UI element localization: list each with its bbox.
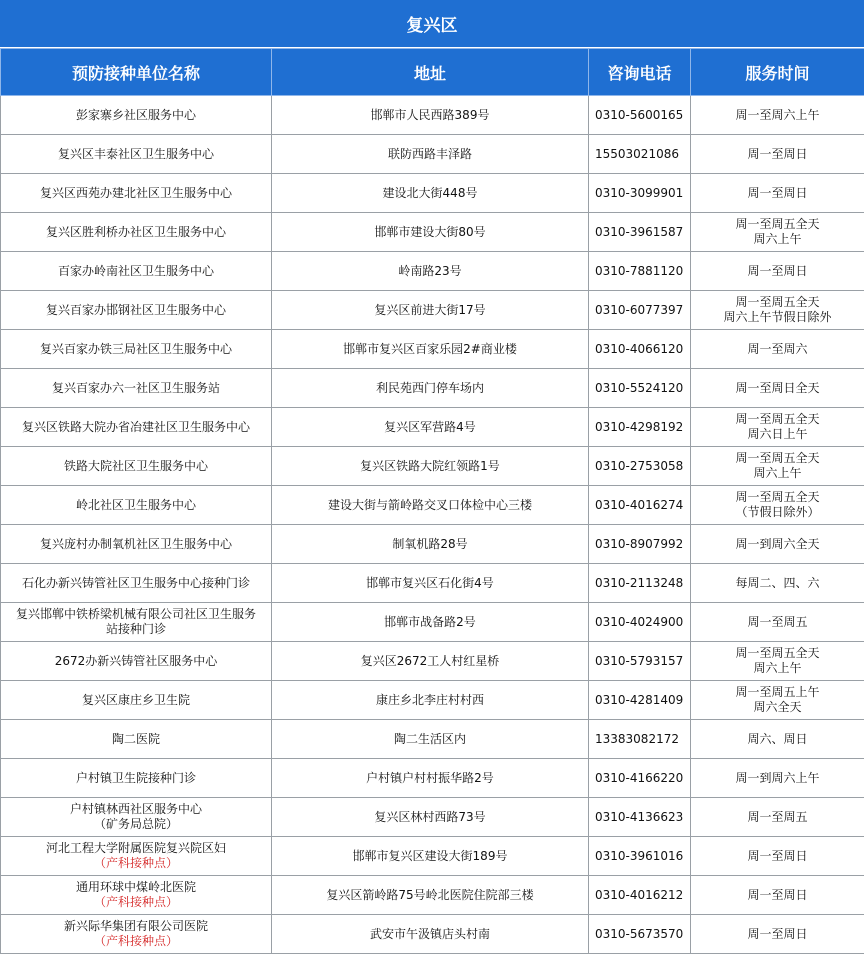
address-cell: 复兴区2672工人村红星桥 [272, 642, 589, 681]
unit-name: 复兴庞村办制氧机社区卫生服务中心 [39, 536, 232, 551]
table-row [1, 759, 864, 798]
table-row [1, 915, 864, 954]
unit-name-continued: 站接种门诊 [105, 622, 166, 636]
unit-name-cell [1, 408, 272, 447]
service-hours-cell [691, 96, 864, 135]
table-row [1, 252, 864, 291]
service-hours-continued: 周六全天 [753, 700, 802, 714]
phone-cell: 0310-6077397 [589, 291, 691, 330]
unit-name: 复兴区丰泰社区卫生服务中心 [57, 146, 214, 161]
address-cell: 武安市午汲镇店头村南 [272, 915, 589, 954]
table-row [1, 525, 864, 564]
address-cell: 复兴区铁路大院红领路1号 [272, 447, 589, 486]
table-row [1, 603, 864, 642]
address-cell: 康庄乡北李庄村村西 [272, 681, 589, 720]
address-cell: 复兴区前进大街17号 [272, 291, 589, 330]
unit-name-cell [1, 525, 272, 564]
unit-name: 复兴区西苑办建北社区卫生服务中心 [39, 185, 232, 200]
unit-name-cell [1, 447, 272, 486]
unit-name: 石化办新兴铸管社区卫生服务中心接种门诊 [21, 575, 250, 590]
phone-cell: 0310-4298192 [589, 408, 691, 447]
table-row [1, 681, 864, 720]
unit-name: 复兴百家办铁三局社区卫生服务中心 [39, 341, 232, 356]
service-hours-cell [691, 876, 864, 915]
phone-cell: 0310-5673570 [589, 915, 691, 954]
unit-name-cell [1, 369, 272, 408]
unit-name: 彭家寨乡社区服务中心 [75, 107, 196, 122]
unit-name-cell [1, 759, 272, 798]
service-hours: 周一至周日 [747, 887, 808, 902]
table-row [1, 486, 864, 525]
phone-cell: 0310-2753058 [589, 447, 691, 486]
unit-name: 户村镇卫生院接种门诊 [75, 770, 196, 785]
service-hours: 周一至周五全天 [735, 490, 820, 504]
address-cell: 邯郸市复兴区百家乐园2#商业楼 [272, 330, 589, 369]
table-row [1, 876, 864, 915]
unit-name-cell [1, 915, 272, 954]
service-hours-continued: 周六上午 [753, 466, 802, 480]
unit-name-cell [1, 798, 272, 837]
address-cell: 建设大街与箭岭路交叉口体检中心三楼 [272, 486, 589, 525]
phone-cell: 0310-4281409 [589, 681, 691, 720]
service-hours-cell [691, 447, 864, 486]
address-cell: 邯郸市复兴区石化街4号 [272, 564, 589, 603]
table-row [1, 213, 864, 252]
phone-cell: 0310-4136623 [589, 798, 691, 837]
address-cell: 户村镇户村村振华路2号 [272, 759, 589, 798]
phone-cell: 0310-4016274 [589, 486, 691, 525]
table-row [1, 330, 864, 369]
table-row [1, 720, 864, 759]
service-hours-cell [691, 330, 864, 369]
unit-name: 复兴区胜利桥办社区卫生服务中心 [45, 224, 226, 239]
address-cell: 复兴区军营路4号 [272, 408, 589, 447]
unit-name: 复兴百家办六一社区卫生服务站 [51, 380, 220, 395]
table-row [1, 642, 864, 681]
unit-name: 陶二医院 [111, 731, 160, 746]
table-row [1, 798, 864, 837]
unit-name-cell [1, 213, 272, 252]
service-hours-cell [691, 525, 864, 564]
obstetric-point-tag: （产科接种点） [93, 856, 178, 870]
service-hours-cell [691, 486, 864, 525]
service-hours-cell [691, 213, 864, 252]
unit-name: 百家办岭南社区卫生服务中心 [57, 263, 214, 278]
service-hours: 周一至周六 [747, 341, 808, 356]
unit-name-cell [1, 252, 272, 291]
unit-name: 2672办新兴铸管社区服务中心 [54, 653, 218, 668]
service-hours: 周一至周五 [747, 614, 808, 629]
service-hours: 周一至周日 [747, 185, 808, 200]
phone-cell: 13383082172 [589, 720, 691, 759]
service-hours: 周一至周五全天 [735, 295, 820, 309]
unit-name-cell [1, 837, 272, 876]
unit-name-continued: （矿务局总院） [93, 817, 178, 831]
service-hours: 周一至周五 [747, 809, 808, 824]
address-cell: 利民苑西门停车场内 [272, 369, 589, 408]
service-hours-cell [691, 369, 864, 408]
address-cell: 复兴区箭岭路75号岭北医院住院部三楼 [272, 876, 589, 915]
table-row [1, 135, 864, 174]
phone-cell: 0310-7881120 [589, 252, 691, 291]
service-hours: 周一至周五全天 [735, 217, 820, 231]
unit-name-cell [1, 330, 272, 369]
service-hours: 周一至周五全天 [735, 451, 820, 465]
service-hours-cell [691, 291, 864, 330]
service-hours-cell [691, 174, 864, 213]
table-row [1, 564, 864, 603]
unit-name-cell [1, 486, 272, 525]
service-hours-continued: 周六上午 [753, 232, 802, 246]
address-cell: 陶二生活区内 [272, 720, 589, 759]
address-cell: 邯郸市复兴区建设大街189号 [272, 837, 589, 876]
obstetric-point-tag: （产科接种点） [93, 934, 178, 948]
table-header-row [1, 49, 864, 96]
table-row [1, 174, 864, 213]
phone-cell: 0310-2113248 [589, 564, 691, 603]
unit-name-cell [1, 720, 272, 759]
service-hours-cell [691, 135, 864, 174]
address-cell: 岭南路23号 [272, 252, 589, 291]
obstetric-point-tag: （产科接种点） [93, 895, 178, 909]
service-hours-cell [691, 408, 864, 447]
phone-cell: 0310-5600165 [589, 96, 691, 135]
unit-name: 复兴邯郸中铁桥梁机械有限公司社区卫生服务 [15, 607, 256, 621]
service-hours-cell [691, 642, 864, 681]
unit-name: 铁路大院社区卫生服务中心 [63, 458, 208, 473]
unit-name-cell [1, 642, 272, 681]
unit-name: 通用环球中煤岭北医院 [75, 880, 196, 894]
service-hours-continued: 周六上午 [753, 661, 802, 675]
address-cell: 联防西路丰泽路 [272, 135, 589, 174]
table-row [1, 408, 864, 447]
phone-cell: 0310-3961587 [589, 213, 691, 252]
service-hours-cell [691, 681, 864, 720]
service-hours: 周一至周五全天 [735, 646, 820, 660]
service-hours: 周一至周日 [747, 926, 808, 941]
service-hours-continued: （节假日除外） [735, 505, 820, 519]
address-cell: 复兴区林村西路73号 [272, 798, 589, 837]
unit-name-cell [1, 291, 272, 330]
column-header-phone: 咨询电话 [589, 49, 691, 96]
table-row [1, 291, 864, 330]
unit-name-cell [1, 96, 272, 135]
service-hours: 周一至周日 [747, 146, 808, 161]
unit-name: 复兴百家办邯钢社区卫生服务中心 [45, 302, 226, 317]
service-hours: 周一到周六全天 [735, 536, 820, 551]
service-hours: 周一至周日 [747, 263, 808, 278]
unit-name: 河北工程大学附属医院复兴院区妇 [45, 841, 226, 855]
phone-cell: 0310-5524120 [589, 369, 691, 408]
service-hours-continued: 周六上午节假日除外 [723, 310, 832, 324]
unit-name: 复兴区康庄乡卫生院 [81, 692, 190, 707]
unit-name-cell [1, 603, 272, 642]
service-hours: 周一至周日全天 [735, 380, 820, 395]
unit-name: 新兴际华集团有限公司医院 [63, 919, 208, 933]
service-hours-cell [691, 837, 864, 876]
unit-name-cell [1, 174, 272, 213]
unit-name-cell [1, 681, 272, 720]
district-title: 复兴区 [0, 0, 864, 48]
phone-cell: 15503021086 [589, 135, 691, 174]
address-cell: 制氧机路28号 [272, 525, 589, 564]
service-hours-cell [691, 720, 864, 759]
unit-name-cell [1, 135, 272, 174]
service-hours: 周一至周六上午 [735, 107, 820, 122]
phone-cell: 0310-3099901 [589, 174, 691, 213]
address-cell: 邯郸市建设大街80号 [272, 213, 589, 252]
service-hours: 周一至周日 [747, 848, 808, 863]
service-hours-cell [691, 603, 864, 642]
vaccination-unit-table [0, 48, 864, 954]
unit-name-cell [1, 876, 272, 915]
phone-cell: 0310-4066120 [589, 330, 691, 369]
phone-cell: 0310-4024900 [589, 603, 691, 642]
table-body [1, 96, 864, 954]
unit-name: 户村镇林西社区服务中心 [69, 802, 202, 816]
unit-name: 岭北社区卫生服务中心 [75, 497, 196, 512]
address-cell: 建设北大街448号 [272, 174, 589, 213]
phone-cell: 0310-3961016 [589, 837, 691, 876]
service-hours: 周六、周日 [747, 731, 808, 746]
column-header-address: 地址 [272, 49, 589, 96]
table-row [1, 447, 864, 486]
column-header-hours: 服务时间 [691, 49, 864, 96]
service-hours: 周一至周五上午 [735, 685, 820, 699]
service-hours: 每周二、四、六 [735, 575, 820, 590]
phone-cell: 0310-4166220 [589, 759, 691, 798]
column-header-name: 预防接种单位名称 [1, 49, 272, 96]
service-hours-continued: 周六日上午 [747, 427, 808, 441]
unit-name: 复兴区铁路大院办省冶建社区卫生服务中心 [21, 419, 250, 434]
address-cell: 邯郸市战备路2号 [272, 603, 589, 642]
phone-cell: 0310-5793157 [589, 642, 691, 681]
table-row [1, 837, 864, 876]
phone-cell: 0310-4016212 [589, 876, 691, 915]
service-hours-cell [691, 252, 864, 291]
service-hours: 周一至周五全天 [735, 412, 820, 426]
unit-name-cell [1, 564, 272, 603]
service-hours: 周一到周六上午 [735, 770, 820, 785]
service-hours-cell [691, 798, 864, 837]
service-hours-cell [691, 564, 864, 603]
service-hours-cell [691, 759, 864, 798]
phone-cell: 0310-8907992 [589, 525, 691, 564]
address-cell: 邯郸市人民西路389号 [272, 96, 589, 135]
service-hours-cell [691, 915, 864, 954]
table-row [1, 369, 864, 408]
table-row [1, 96, 864, 135]
